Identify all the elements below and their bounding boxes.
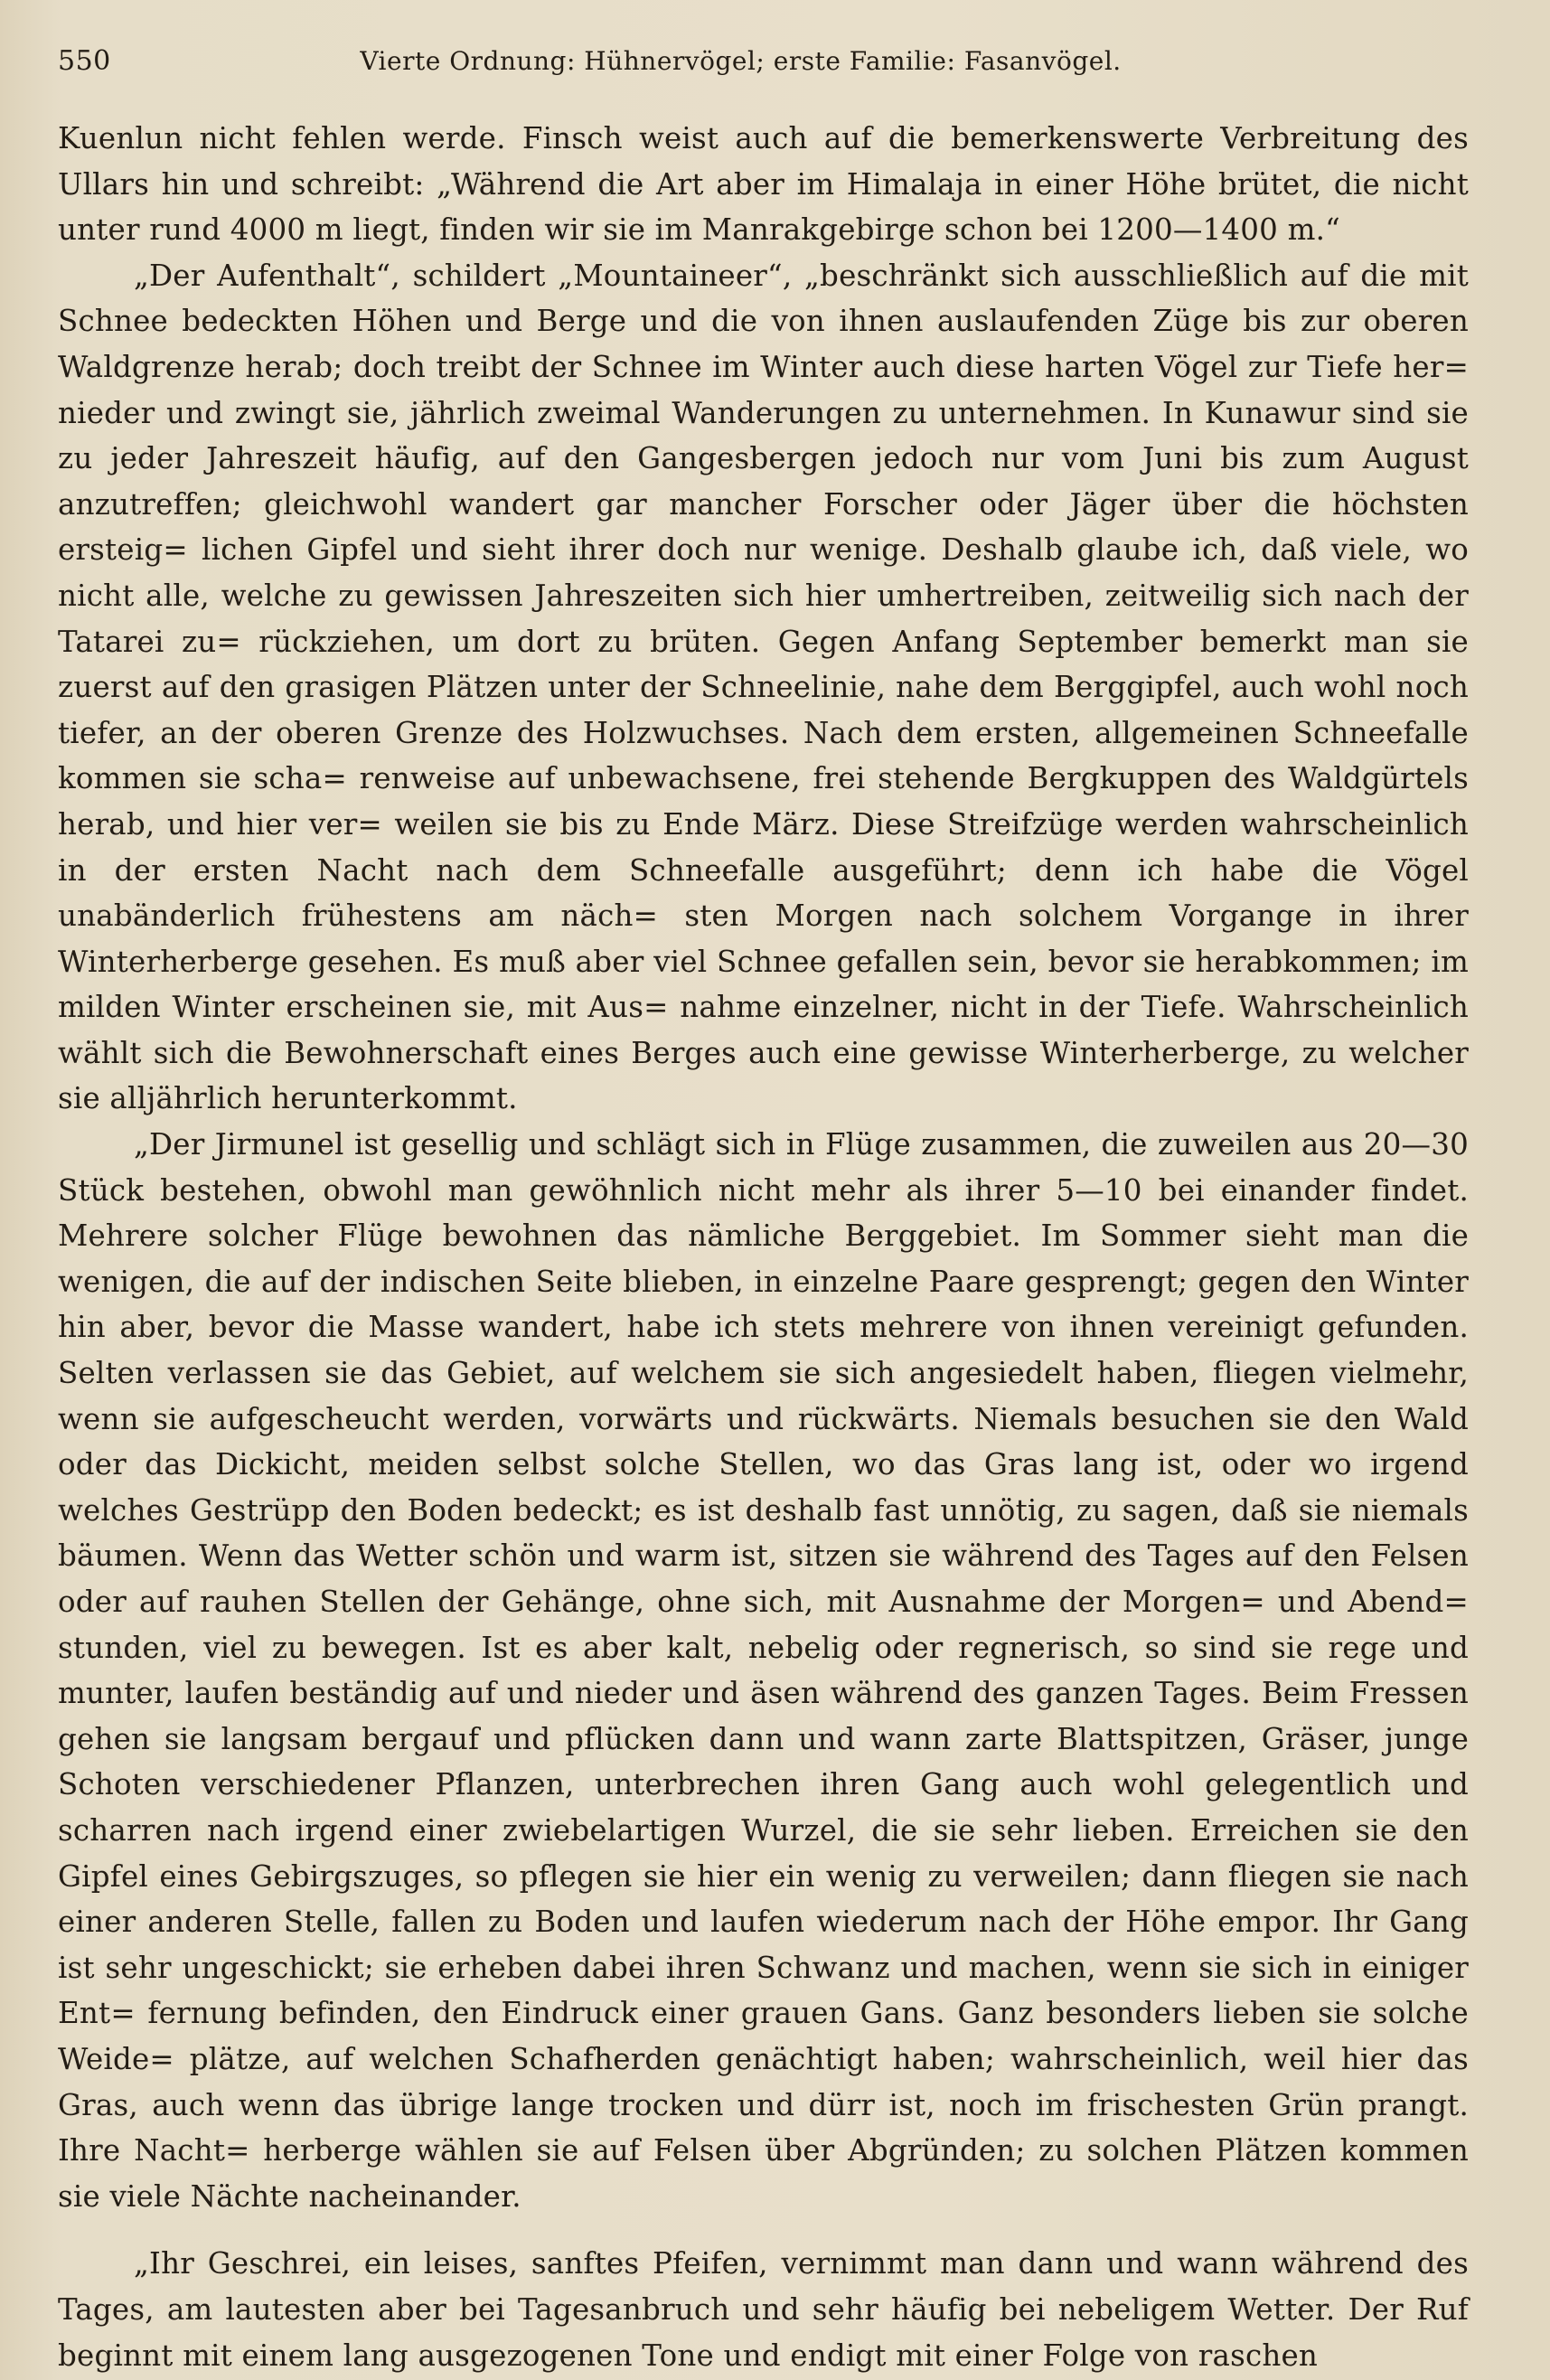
- running-head-title: Vierte Ordnung: Hühnervögel; erste Familie: Fasanvögel.: [360, 46, 1122, 76]
- page-number: 550: [58, 45, 111, 77]
- running-head: [58, 45, 1469, 96]
- body-text: [58, 116, 1469, 2378]
- paragraph-geselligkeit: „Der Jirmunel ist gesellig und schlägt sich in Flüge zusammen, die zuweilen aus 20—30 Stück bestehen, obwohl man gewöhnlich nicht mehr als ihrer 5—10 bei einander findet. Mehrere solcher Flüge bewohnen das nämliche Berggebiet. Im Sommer sieht man die wenigen, die auf der indischen Seite blieben, in einzelne Paare gesprengt; gegen den Winter hin aber, bevor die Masse wandert, habe ich stets mehrere von ihnen vereinigt gefunden. Selten verlassen sie das Gebiet, auf welchem sie sich angesiedelt haben, fliegen vielmehr, wenn sie aufgescheucht werden, vorwärts und rückwärts. Niemals besuchen sie den Wald oder das Dickicht, meiden selbst solche Stellen, wo das Gras lang ist, oder wo irgend welches Gestrüpp den Boden bedeckt; es ist deshalb fast unnötig, zu sagen, daß sie niemals bäumen. Wenn das Wetter schön und warm ist, sitzen sie während des Tages auf den Felsen oder auf rauhen Stellen der Gehänge, ohne sich, mit Ausnahme der Morgen= und Abend= stunden, viel zu bewegen. Ist es aber kalt, nebelig oder regnerisch, so sind sie rege und munter, laufen beständig auf und nieder und äsen während des ganzen Tages. Beim Fressen gehen sie langsam bergauf und pflücken dann und wann zarte Blattspitzen, Gräser, junge Schoten verschiedener Pflanzen, unterbrechen ihren Gang auch wohl gelegentlich und scharren nach irgend einer zwiebelartigen Wurzel, die sie sehr lieben. Erreichen sie den Gipfel eines Gebirgszuges, so pflegen sie hier ein wenig zu verweilen; dann fliegen sie nach einer anderen Stelle, fallen zu Boden und laufen wiederum nach der Höhe empor. Ihr Gang ist sehr ungeschickt; sie erheben dabei ihren Schwanz und machen, wenn sie sich in einiger Ent= fernung befinden, den Eindruck einer grauen Gans. Ganz besonders lieben sie solche Weide= plätze, auf welchen Schafherden genächtigt haben; wahrscheinlich, weil hier das Gras, auch wenn das übrige lange trocken und dürr ist, noch im frischesten Grün prangt. Ihre Nacht= herberge wählen sie auf Felsen über Abgründen; zu solchen Plätzen kommen sie viele Nächte nacheinander.: [58, 1127, 1469, 2214]
- paragraph-geschrei: „Ihr Geschrei, ein leises, sanftes Pfeifen, vernimmt man dann und wann während des Tages, am lautesten aber bei Tagesanbruch und sehr häufig bei nebeligem Wetter. Der Ruf beginnt mit einem lang ausgezogenen Tone und endigt mit einer Folge von raschen: [58, 2246, 1469, 2373]
- paragraph-continuation: Kuenlun nicht fehlen werde. Finsch weist auch auf die bemerkenswerte Verbreitung des Ullars hin und schreibt: „Während die Art aber im Himalaja in einer Höhe brütet, die nicht unter rund 4000 m liegt, finden wir sie im Manrakgebirge schon bei 1200—1400 m.“: [58, 121, 1469, 248]
- paragraph-aufenthalt: „Der Aufenthalt“, schildert „Mountaineer“, „beschränkt sich ausschließlich auf die mit Schnee bedeckten Höhen und Berge und die von ihnen auslaufenden Züge bis zur oberen Waldgrenze herab; doch treibt der Schnee im Winter auch diese harten Vögel zur Tiefe her= nieder und zwingt sie, jährlich zweimal Wanderungen zu unternehmen. In Kunawur sind sie zu jeder Jahreszeit häufig, auf den Gangesbergen jedoch nur vom Juni bis zum August anzutreffen; gleichwohl wandert gar mancher Forscher oder Jäger über die höchsten ersteig= lichen Gipfel und sieht ihrer doch nur wenige. Deshalb glaube ich, daß viele, wo nicht alle, welche zu gewissen Jahreszeiten sich hier umhertreiben, zeitweilig sich nach der Tatarei zu= rückziehen, um dort zu brüten. Gegen Anfang September bemerkt man sie zuerst auf den grasigen Plätzen unter der Schneelinie, nahe dem Berggipfel, auch wohl noch tiefer, an der oberen Grenze des Holzwuchses. Nach dem ersten, allgemeinen Schneefalle kommen sie scha= renweise auf unbewachsene, frei stehende Bergkuppen des Waldgürtels herab, und hier ver= weilen sie bis zu Ende März. Diese Streifzüge werden wahrscheinlich in der ersten Nacht nach dem Schneefalle ausgeführt; denn ich habe die Vögel unabänderlich frühestens am näch= sten Morgen nach solchem Vorgange in ihrer Winterherberge gesehen. Es muß aber viel Schnee gefallen sein, bevor sie herabkommen; im milden Winter erscheinen sie, mit Aus= nahme einzelner, nicht in der Tiefe. Wahrscheinlich wählt sich die Bewohnerschaft eines Berges auch eine gewisse Winterherberge, zu welcher sie alljährlich herunterkommt.: [58, 258, 1469, 1116]
